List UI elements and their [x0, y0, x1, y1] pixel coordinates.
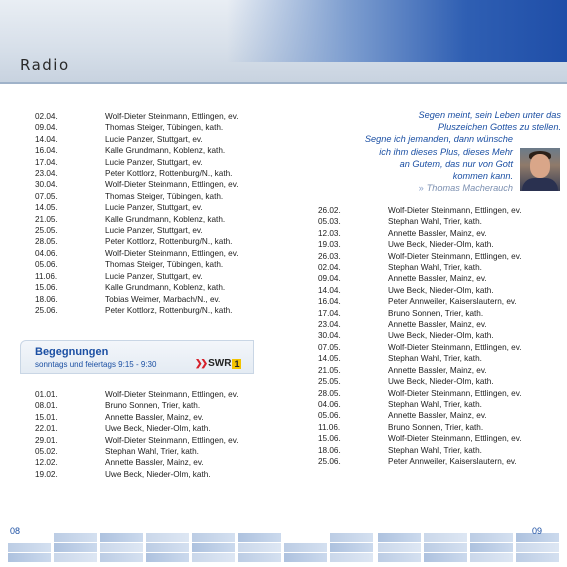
list-item — [318, 296, 522, 307]
entry-date: 17.04. — [35, 157, 58, 167]
footer-block — [192, 533, 235, 542]
entry-date: 17.04. — [318, 308, 341, 318]
list-item — [35, 457, 239, 468]
quote-author-line — [321, 182, 513, 194]
list-item — [35, 412, 239, 423]
entry-speaker: Bruno Sonnen, Trier, kath. — [388, 422, 484, 432]
entry-date: 09.04. — [35, 123, 58, 133]
entry-speaker: Uwe Beck, Nieder-Olm, kath. — [388, 377, 494, 387]
entry-date: 14.04. — [35, 134, 58, 144]
entry-date: 05.02. — [35, 447, 58, 457]
entry-speaker: Kalle Grundmann, Koblenz, kath. — [105, 146, 226, 156]
photo-body — [522, 178, 558, 191]
list-item — [35, 225, 239, 236]
quote-line: ich ihm dieses Plus, dieses Mehr — [379, 146, 513, 157]
entry-date: 15.06. — [318, 434, 341, 444]
footer-block — [146, 533, 189, 542]
list-item — [35, 179, 239, 190]
footer-block — [378, 553, 421, 562]
list-item — [35, 145, 239, 156]
entry-date: 05.06. — [318, 411, 341, 421]
footer-block — [470, 553, 513, 562]
entry-date: 02.04. — [35, 112, 58, 121]
list-item — [35, 259, 239, 270]
footer-block — [100, 553, 143, 562]
list-item — [318, 456, 522, 467]
list-item — [318, 433, 522, 444]
entry-date: 14.05. — [35, 203, 58, 213]
list-item — [318, 285, 522, 296]
entry-date: 23.04. — [35, 169, 58, 179]
entry-date: 12.02. — [35, 458, 58, 468]
photo-face — [530, 154, 550, 178]
footer-block — [378, 533, 421, 542]
footer-block — [100, 543, 143, 552]
entry-date: 26.03. — [318, 251, 341, 261]
author-photo — [520, 148, 560, 191]
list-item — [318, 273, 522, 284]
page-number-right: 09 — [532, 526, 543, 536]
entry-date: 02.04. — [318, 263, 341, 273]
entry-speaker: Stephan Wahl, Trier, kath. — [388, 445, 482, 455]
list-item — [35, 236, 239, 247]
entry-date: 21.05. — [318, 365, 341, 375]
quote-line: Pluszeichen Gottes zu stellen. — [437, 122, 561, 133]
list-item — [35, 282, 239, 293]
list-item — [318, 308, 522, 319]
entry-speaker: Thomas Steiger, Tübingen, kath. — [105, 191, 224, 201]
footer-block — [146, 553, 189, 562]
list-item — [318, 319, 522, 330]
footer-block — [8, 553, 51, 562]
list-item — [318, 228, 522, 239]
list-item — [318, 399, 522, 410]
page-number-left: 08 — [10, 526, 21, 536]
entry-speaker: Annette Bassler, Mainz, ev. — [388, 228, 487, 238]
footer-block — [192, 553, 235, 562]
footer-block — [238, 543, 281, 552]
list-item — [35, 168, 239, 179]
list-item — [35, 111, 239, 122]
entry-speaker: Wolf-Dieter Steinmann, Ettlingen, ev. — [105, 180, 239, 190]
entry-speaker: Thomas Steiger, Tübingen, kath. — [105, 260, 224, 270]
entry-speaker: Peter Kottlorz, Rottenburg/N., kath. — [105, 237, 233, 247]
list-item — [35, 389, 239, 400]
list-item — [318, 376, 522, 387]
schedule-list-left-top — [35, 111, 239, 316]
entry-date: 12.03. — [318, 228, 341, 238]
section-subtitle: sonntags und feiertags 9:15 - 9:30 — [35, 360, 157, 369]
footer-block — [424, 533, 467, 542]
entry-date: 16.04. — [318, 297, 341, 307]
entry-speaker: Stephan Wahl, Trier, kath. — [388, 399, 482, 409]
entry-date: 16.04. — [35, 146, 58, 156]
entry-date: 05.06. — [35, 260, 58, 270]
list-item — [318, 216, 522, 227]
page-title: Radio — [20, 56, 70, 74]
entry-date: 08.01. — [35, 401, 58, 411]
entry-speaker: Uwe Beck, Nieder-Olm, kath. — [388, 331, 494, 341]
entry-date: 23.04. — [318, 320, 341, 330]
list-item — [35, 271, 239, 282]
footer-block — [8, 543, 51, 552]
list-item — [35, 122, 239, 133]
footer-block — [192, 543, 235, 552]
list-item — [318, 330, 522, 341]
entry-date: 22.01. — [35, 424, 58, 434]
entry-date: 25.06. — [35, 305, 58, 315]
section-title: Begegnungen — [35, 346, 109, 358]
list-item — [35, 446, 239, 457]
entry-speaker: Annette Bassler, Mainz, ev. — [388, 365, 487, 375]
entry-speaker: Tobias Weimer, Marbach/N., ev. — [105, 294, 221, 304]
footer-block — [470, 533, 513, 542]
list-item — [35, 157, 239, 168]
entry-speaker: Peter Kottlorz, Rottenburg/N., kath. — [105, 169, 233, 179]
entry-date: 01.01. — [35, 390, 58, 399]
list-item — [318, 353, 522, 364]
list-item — [35, 400, 239, 411]
quote-line: an Gutem, das nur von Gott — [399, 158, 513, 169]
entry-date: 28.05. — [318, 388, 341, 398]
list-item — [318, 251, 522, 262]
entry-date: 19.02. — [35, 469, 58, 479]
double-chevron-icon: ❯❯ — [195, 358, 207, 368]
footer-block — [238, 533, 281, 542]
list-item — [318, 445, 522, 456]
list-item — [318, 422, 522, 433]
entry-speaker: Peter Annweiler, Kaiserslautern, ev. — [388, 297, 517, 307]
entry-speaker: Peter Kottlorz, Rottenburg/N., kath. — [105, 305, 233, 315]
entry-date: 18.06. — [318, 445, 341, 455]
list-item — [35, 469, 239, 480]
entry-speaker: Annette Bassler, Mainz, ev. — [388, 274, 487, 284]
entry-date: 18.06. — [35, 294, 58, 304]
entry-speaker: Annette Bassler, Mainz, ev. — [388, 411, 487, 421]
entry-speaker: Peter Annweiler, Kaiserslautern, ev. — [388, 456, 517, 466]
footer-block — [238, 553, 281, 562]
list-item — [35, 191, 239, 202]
entry-speaker: Wolf-Dieter Steinmann, Ettlingen, ev. — [105, 435, 239, 445]
footer-block — [146, 543, 189, 552]
footer-block — [516, 553, 559, 562]
radio-wave-arc — [451, 0, 567, 84]
quote-line: Segne ich jemanden, dann wünsche — [364, 134, 513, 145]
list-item — [35, 435, 239, 446]
entry-date: 07.05. — [35, 191, 58, 201]
footer-block — [330, 533, 373, 542]
entry-date: 28.05. — [35, 237, 58, 247]
entry-speaker: Uwe Beck, Nieder-Olm, kath. — [388, 285, 494, 295]
entry-speaker: Annette Bassler, Mainz, ev. — [388, 320, 487, 330]
footer-block — [424, 553, 467, 562]
footer-block — [470, 543, 513, 552]
list-item — [35, 305, 239, 316]
entry-date: 21.05. — [35, 214, 58, 224]
footer-block — [424, 543, 467, 552]
entry-speaker: Wolf-Dieter Steinmann, Ettlingen, ev. — [388, 434, 522, 444]
list-item — [35, 248, 239, 259]
header-banner — [0, 0, 567, 84]
entry-speaker: Stephan Wahl, Trier, kath. — [388, 354, 482, 364]
entry-speaker: Annette Bassler, Mainz, ev. — [105, 458, 204, 468]
entry-date: 11.06. — [318, 422, 341, 432]
entry-date: 26.02. — [318, 206, 341, 215]
entry-speaker: Stephan Wahl, Trier, kath. — [105, 447, 199, 457]
list-item — [318, 410, 522, 421]
entry-date: 04.06. — [35, 248, 58, 258]
list-item — [318, 205, 522, 216]
entry-speaker: Stephan Wahl, Trier, kath. — [388, 263, 482, 273]
list-item — [318, 342, 522, 353]
quote-line: kommen kann. — [452, 171, 513, 182]
entry-speaker: Bruno Sonnen, Trier, kath. — [105, 401, 201, 411]
entry-speaker: Lucie Panzer, Stuttgart, ev. — [105, 203, 203, 213]
list-item — [35, 202, 239, 213]
footer-block — [54, 533, 97, 542]
entry-speaker: Wolf-Dieter Steinmann, Ettlingen, ev. — [388, 388, 522, 398]
double-chevron-icon: » — [418, 183, 424, 194]
swr1-logo — [195, 358, 241, 369]
list-item — [35, 134, 239, 145]
footer-block — [54, 553, 97, 562]
footer-block — [516, 543, 559, 552]
entry-speaker: Wolf-Dieter Steinmann, Ettlingen, ev. — [388, 251, 522, 261]
entry-speaker: Wolf-Dieter Steinmann, Ettlingen, ev. — [105, 390, 239, 399]
footer-block — [100, 533, 143, 542]
entry-speaker: Uwe Beck, Nieder-Olm, kath. — [105, 424, 211, 434]
entry-date: 30.04. — [318, 331, 341, 341]
footer-block — [330, 543, 373, 552]
list-item — [318, 388, 522, 399]
entry-speaker: Wolf-Dieter Steinmann, Ettlingen, ev. — [105, 248, 239, 258]
footer-decoration — [0, 527, 567, 567]
list-item — [35, 294, 239, 305]
logo-number: 1 — [234, 358, 240, 369]
entry-speaker: Annette Bassler, Mainz, ev. — [105, 412, 204, 422]
entry-date: 15.01. — [35, 412, 58, 422]
entry-speaker: Wolf-Dieter Steinmann, Ettlingen, ev. — [388, 342, 522, 352]
entry-speaker: Kalle Grundmann, Koblenz, kath. — [105, 214, 226, 224]
entry-speaker: Lucie Panzer, Stuttgart, ev. — [105, 134, 203, 144]
entry-speaker: Lucie Panzer, Stuttgart, ev. — [105, 157, 203, 167]
list-item — [318, 262, 522, 273]
entry-date: 25.06. — [318, 456, 341, 466]
quote-line: Segen meint, sein Leben unter das — [418, 110, 561, 120]
entry-date: 14.04. — [318, 285, 341, 295]
entry-date: 29.01. — [35, 435, 58, 445]
entry-date: 19.03. — [318, 240, 341, 250]
entry-speaker: Uwe Beck, Nieder-Olm, kath. — [105, 469, 211, 479]
footer-block — [284, 543, 327, 552]
entry-date: 09.04. — [318, 274, 341, 284]
quote-author: Thomas Macherauch — [426, 183, 513, 194]
header-rule — [0, 82, 567, 84]
list-item — [35, 423, 239, 434]
schedule-list-right — [318, 205, 522, 467]
footer-block — [284, 553, 327, 562]
entry-speaker: Stephan Wahl, Trier, kath. — [388, 217, 482, 227]
entry-date: 11.06. — [35, 271, 58, 281]
list-item — [35, 214, 239, 225]
entry-date: 07.05. — [318, 342, 341, 352]
entry-date: 25.05. — [318, 377, 341, 387]
list-item — [318, 365, 522, 376]
entry-date: 05.03. — [318, 217, 341, 227]
schedule-list-left-bottom — [35, 389, 239, 480]
entry-date: 15.06. — [35, 283, 58, 293]
entry-date: 30.04. — [35, 180, 58, 190]
entry-speaker: Bruno Sonnen, Trier, kath. — [388, 308, 484, 318]
entry-date: 14.05. — [318, 354, 341, 364]
footer-block — [378, 543, 421, 552]
list-item — [318, 239, 522, 250]
logo-text: SWR — [208, 358, 232, 369]
entry-speaker: Kalle Grundmann, Koblenz, kath. — [105, 283, 226, 293]
entry-date: 25.05. — [35, 226, 58, 236]
footer-block — [330, 553, 373, 562]
entry-speaker: Wolf-Dieter Steinmann, Ettlingen, ev. — [105, 112, 239, 121]
footer-block — [54, 543, 97, 552]
entry-speaker: Uwe Beck, Nieder-Olm, kath. — [388, 240, 494, 250]
entry-speaker: Lucie Panzer, Stuttgart, ev. — [105, 226, 203, 236]
entry-speaker: Lucie Panzer, Stuttgart, ev. — [105, 271, 203, 281]
entry-speaker: Wolf-Dieter Steinmann, Ettlingen, ev. — [388, 206, 522, 215]
entry-date: 04.06. — [318, 399, 341, 409]
entry-speaker: Thomas Steiger, Tübingen, kath. — [105, 123, 224, 133]
